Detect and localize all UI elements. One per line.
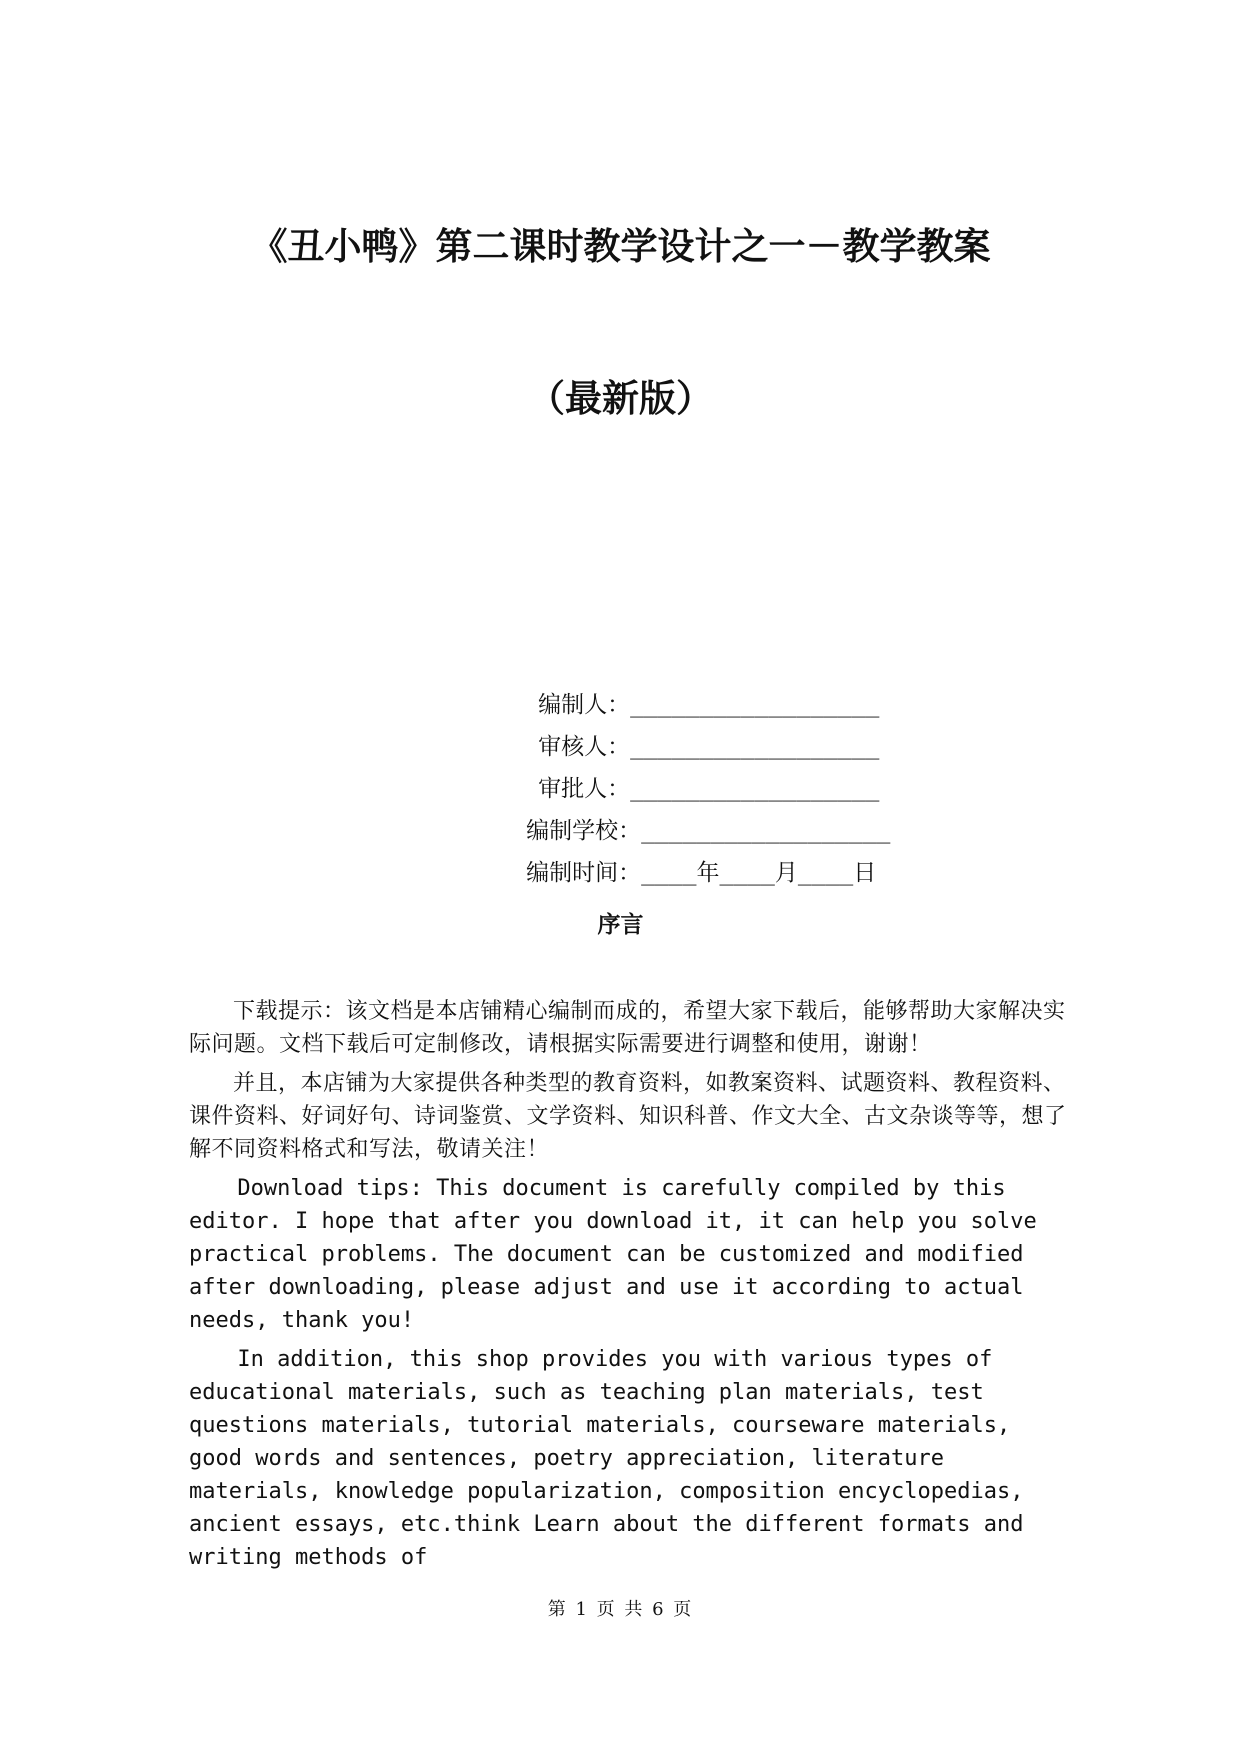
info-blank-line: __________________ — [630, 776, 880, 802]
preface-body — [189, 995, 1069, 1580]
info-label: 审核人： — [538, 734, 631, 760]
info-row-date — [443, 828, 876, 918]
preface-paragraph-download-tip-en: Download tips: This document is carefully compiled by this editor. I hope that after you download it, it can help you solve practical problems. The document can be customized and modified after downloading, please adjust and use it according to actual needs, thank you! — [189, 1176, 1037, 1333]
document-subtitle: （最新版） — [528, 376, 713, 420]
info-label: 编制学校： — [526, 818, 642, 844]
info-label: 编制人： — [538, 692, 631, 718]
document-title: 《丑小鸭》第二课时教学设计之一－教学教案 — [250, 224, 991, 268]
preface-paragraph-materials-cn: 并且，本店铺为大家提供各种类型的教育资料，如教案资料、试题资料、教程资料、课件资料、好词好句、诗词鉴赏、文学资料、知识科普、作文大全、古文杂谈等等，想了解不同资料格式和写法，敬请关注！ — [189, 1071, 1067, 1162]
preface-paragraph-download-tip-cn: 下载提示：该文档是本店铺精心编制而成的，希望大家下载后，能够帮助大家解决实际问题。文档下载后可定制修改，请根据实际需要进行调整和使用，谢谢！ — [189, 999, 1066, 1057]
info-blank-line: __________________ — [630, 692, 880, 718]
preface-heading: 序言 — [597, 912, 644, 938]
info-label: 审批人： — [538, 776, 631, 802]
info-date-blanks: ____年____月____日 — [641, 860, 877, 886]
info-blank-line: __________________ — [630, 734, 880, 760]
page-number-footer: 第 1 页 共 6 页 — [547, 1599, 694, 1620]
preface-paragraph-materials-en: In addition, this shop provides you with various types of educational materials, such as teaching plan materials, test questions materials, tutorial materials, courseware materials, good words and sentences, poetry appreciation, literature materials, knowledge popularization, composition encyclopedias, ancient essays, etc.think Learn about the different formats and writing methods of — [189, 1347, 1024, 1570]
info-label: 编制时间： — [526, 860, 642, 886]
info-blank-line: __________________ — [641, 818, 891, 844]
